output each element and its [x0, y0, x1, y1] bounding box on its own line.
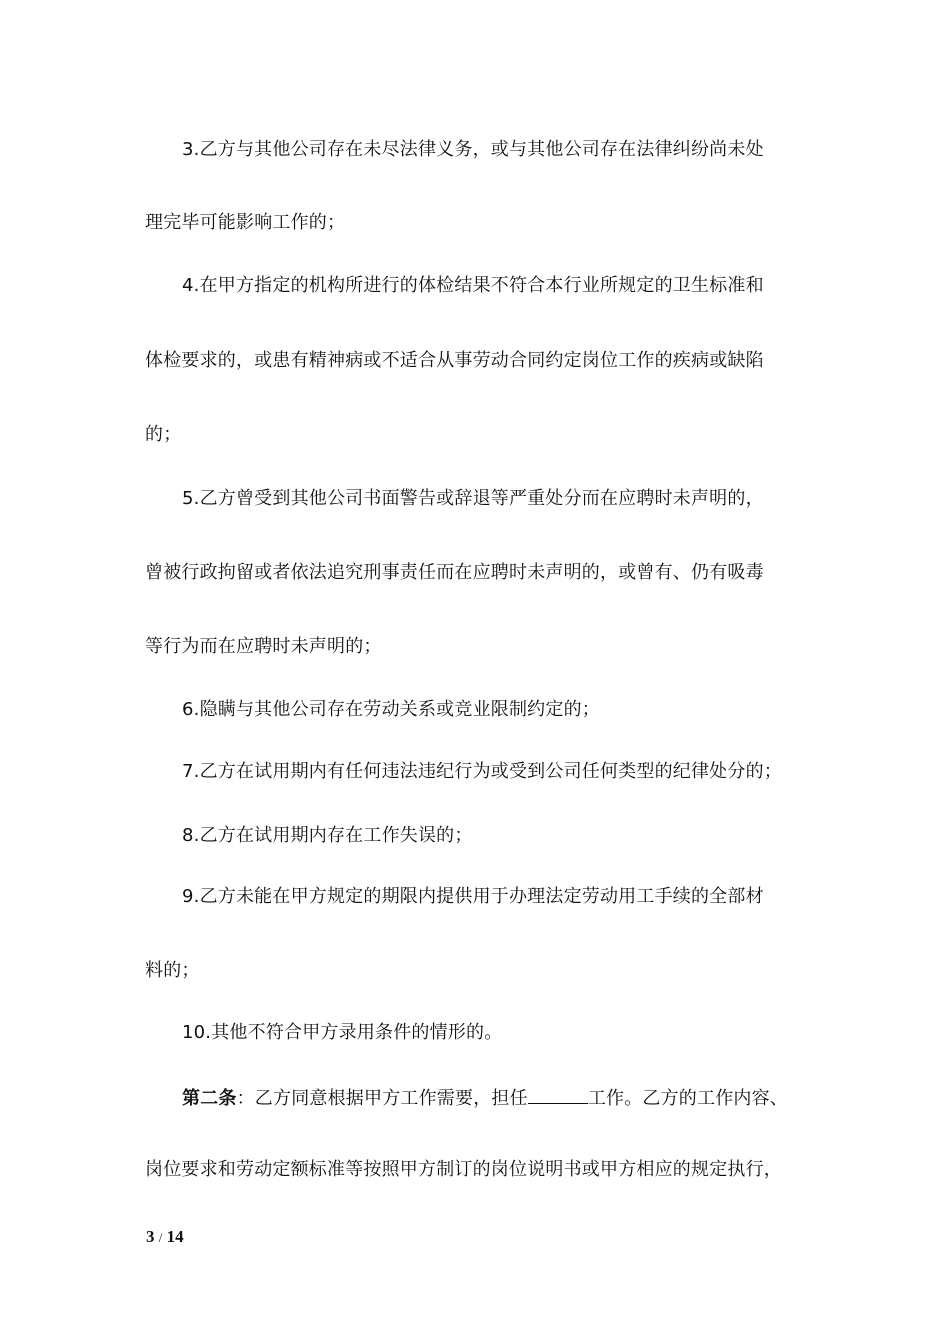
- clause-7-line-1: 7.乙方在试用期内有任何违法违纪行为或受到公司任何类型的纪律处分的；: [182, 761, 782, 782]
- clause-9-line-1: 9.乙方未能在甲方规定的期限内提供用于办理法定劳动用工手续的全部材: [182, 886, 764, 907]
- article-2-text-a: ：乙方同意根据甲方工作需要，担任: [236, 1088, 528, 1109]
- article-2-text-b: 工作。乙方的工作内容、: [587, 1088, 789, 1109]
- clause-10-line-1: 10.其他不符合甲方录用条件的情形的。: [182, 1022, 503, 1043]
- clause-4-line-3: 的；: [145, 424, 182, 445]
- clause-5-line-1: 5.乙方曾受到其他公司书面警告或辞退等严重处分而在应聘时未声明的，: [182, 488, 764, 509]
- page-separator: /: [158, 1230, 163, 1245]
- clause-3-line-1: 3.乙方与其他公司存在未尽法律义务，或与其他公司存在法律纠纷尚未处: [182, 139, 764, 160]
- article-2-line-1: [182, 1085, 788, 1111]
- clause-3-line-2: 理完毕可能影响工作的；: [145, 212, 346, 233]
- clause-5-line-3: 等行为而在应聘时未声明的；: [145, 636, 382, 657]
- clause-8-line-1: 8.乙方在试用期内存在工作失误的；: [182, 825, 473, 846]
- clause-4-line-2: 体检要求的，或患有精神病或不适合从事劳动合同约定岗位工作的疾病或缺陷: [145, 350, 764, 371]
- clause-4-line-1: 4.在甲方指定的机构所进行的体检结果不符合本行业所规定的卫生标准和: [182, 275, 764, 296]
- clause-5-line-2: 曾被行政拘留或者依法追究刑事责任而在应聘时未声明的，或曾有、仍有吸毒: [145, 562, 764, 583]
- clause-9-line-2: 料的；: [145, 960, 200, 981]
- article-2-line-2: 岗位要求和劳动定额标准等按照甲方制订的岗位说明书或甲方相应的规定执行，: [145, 1159, 782, 1180]
- position-blank-field: [528, 1085, 588, 1104]
- page-total: 14: [166, 1227, 184, 1246]
- clause-6-line-1: 6.隐瞒与其他公司存在劳动关系或竞业限制约定的；: [182, 699, 600, 720]
- article-2-heading: 第二条: [182, 1088, 237, 1109]
- page-number: [146, 1227, 184, 1247]
- page-current: 3: [146, 1227, 155, 1246]
